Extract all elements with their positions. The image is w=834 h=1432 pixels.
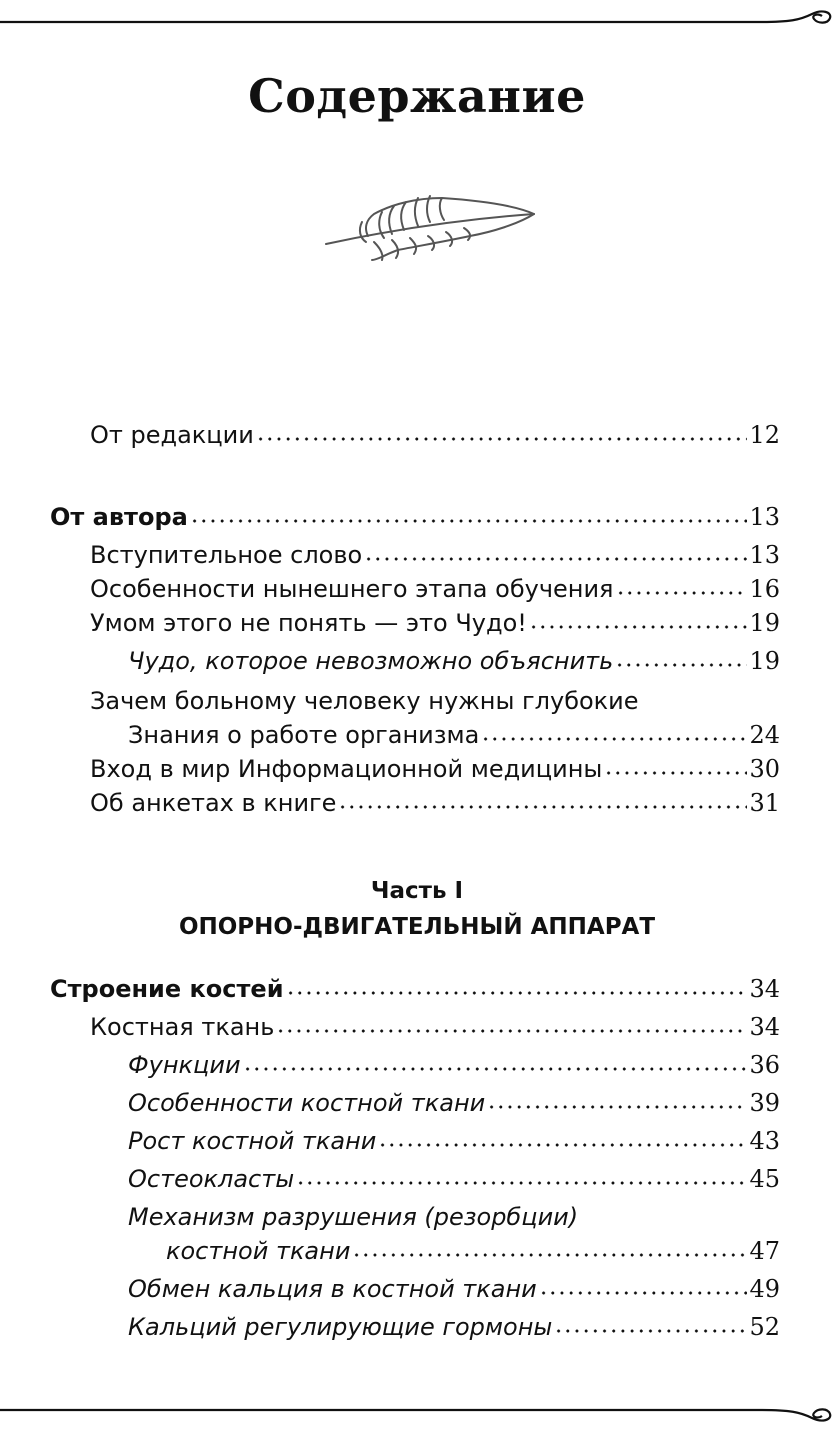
toc-entry-label: Остеокласты xyxy=(128,1165,295,1193)
toc-subentry[interactable] xyxy=(128,1272,780,1306)
toc-entry-page: 13 xyxy=(749,541,780,569)
dot-leader xyxy=(604,768,747,778)
toc-entry-page: 52 xyxy=(749,1313,780,1341)
dot-leader xyxy=(286,988,748,998)
dot-leader xyxy=(539,1288,748,1298)
toc-entry-label: Обмен кальция в костной ткани xyxy=(128,1275,537,1303)
toc-entry-page: 49 xyxy=(749,1275,780,1303)
dot-leader xyxy=(616,588,748,598)
toc-entry-page: 34 xyxy=(749,1013,780,1041)
dot-leader xyxy=(190,516,748,526)
part-title: ОПОРНО-ДВИГАТЕЛЬНЫЙ АППАРАТ xyxy=(178,914,656,940)
part-number: Часть I xyxy=(370,878,464,904)
page-title: Содержание xyxy=(248,69,586,123)
toc-entry[interactable] xyxy=(90,752,780,786)
toc-entry-label-line1[interactable]: Механизм разрушения (резорбции) xyxy=(128,1203,579,1231)
toc-entry-page: 24 xyxy=(749,721,780,749)
dot-leader xyxy=(481,734,747,744)
toc-entry[interactable] xyxy=(90,606,780,640)
toc-entry[interactable] xyxy=(90,418,780,452)
dot-leader xyxy=(554,1326,747,1336)
dot-leader xyxy=(256,434,748,444)
toc-entry-page: 47 xyxy=(749,1237,780,1265)
toc-entry-page: 36 xyxy=(749,1051,780,1079)
toc-entry-page: 12 xyxy=(749,421,780,449)
toc-entry-page: 16 xyxy=(749,575,780,603)
toc-entry-label: костной ткани xyxy=(166,1237,351,1265)
dot-leader xyxy=(338,802,747,812)
toc-entry-label: Строение костей xyxy=(50,975,284,1003)
toc-entry-label: Вход в мир Информационной медицины xyxy=(90,755,603,783)
toc-entry-page: 34 xyxy=(749,975,780,1003)
toc-entry-page: 30 xyxy=(749,755,780,783)
dot-leader xyxy=(352,1250,747,1260)
dot-leader xyxy=(529,622,748,632)
toc-section-entry[interactable] xyxy=(50,972,780,1006)
dot-leader xyxy=(378,1140,747,1150)
toc-entry-label: Умом этого не понять — это Чудо! xyxy=(90,609,527,637)
dot-leader xyxy=(243,1064,748,1074)
toc-entry-page: 31 xyxy=(749,789,780,817)
feather-icon xyxy=(322,192,540,266)
toc-entry[interactable] xyxy=(90,538,780,572)
toc-entry-page: 43 xyxy=(749,1127,780,1155)
toc-entry-page: 13 xyxy=(749,503,780,531)
toc-entry-label: Кальций регулирующие гормоны xyxy=(128,1313,553,1341)
toc-subentry[interactable] xyxy=(128,1162,780,1196)
bottom-ornamental-rule xyxy=(0,1400,834,1428)
toc-entry-label: От редакции xyxy=(90,421,254,449)
toc-entry-label: Об анкетах в книге xyxy=(90,789,337,817)
toc-entry-label: Рост костной ткани xyxy=(128,1127,377,1155)
toc-subentry[interactable] xyxy=(128,1310,780,1344)
toc-entry-label: Чудо, которое невозможно объяснить xyxy=(128,647,614,675)
toc-section-entry[interactable] xyxy=(50,500,780,534)
toc-entry[interactable] xyxy=(90,1010,780,1044)
toc-entry[interactable] xyxy=(128,718,780,752)
top-ornamental-rule xyxy=(0,4,834,32)
toc-subentry[interactable] xyxy=(128,644,780,678)
toc-entry-label: Особенности нынешнего этапа обучения xyxy=(90,575,614,603)
toc-entry-label: Особенности костной ткани xyxy=(128,1089,486,1117)
toc-entry-label: От автора xyxy=(50,503,188,531)
toc-entry-label: Костная ткань xyxy=(90,1013,275,1041)
toc-entry-page: 39 xyxy=(749,1089,780,1117)
toc-entry-label-line1[interactable]: Зачем больному человеку нужны глубокие xyxy=(90,687,639,715)
toc-entry-label: Функции xyxy=(128,1051,241,1079)
dot-leader xyxy=(615,660,747,670)
toc-subentry[interactable] xyxy=(128,1048,780,1082)
toc-entry-page: 19 xyxy=(749,647,780,675)
toc-entry-label: Знания о работе организма xyxy=(128,721,480,749)
toc-entry-label: Вступительное слово xyxy=(90,541,363,569)
toc-subentry[interactable] xyxy=(128,1086,780,1120)
dot-leader xyxy=(364,554,747,564)
toc-entry[interactable] xyxy=(90,572,780,606)
dot-leader xyxy=(487,1102,747,1112)
toc-entry[interactable] xyxy=(90,786,780,820)
toc-subentry[interactable] xyxy=(166,1234,780,1268)
toc-entry-page: 45 xyxy=(749,1165,780,1193)
dot-leader xyxy=(296,1178,747,1188)
toc-subentry[interactable] xyxy=(128,1124,780,1158)
dot-leader xyxy=(276,1026,747,1036)
toc-entry-page: 19 xyxy=(749,609,780,637)
